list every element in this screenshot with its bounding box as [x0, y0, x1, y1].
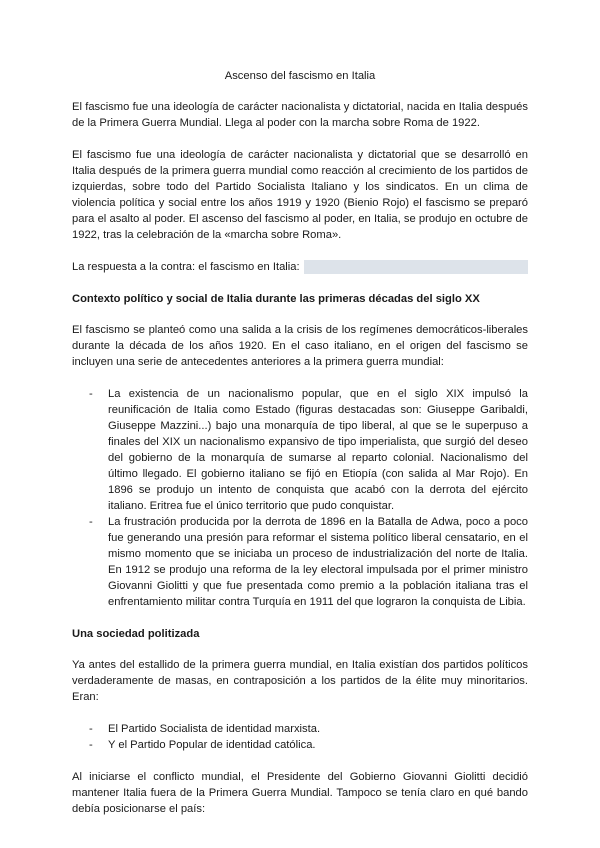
answer-input-box[interactable]: [304, 260, 528, 274]
list-item: - El Partido Socialista de identidad marxista.: [108, 721, 528, 737]
list-item: - Y el Partido Popular de identidad católica.: [108, 737, 528, 753]
context-paragraph: El fascismo fue una ideología de carácter nacionalista y dictatorial que se desarrolló en Italia después de la primera guerra mundial como reacción al crecimiento de los partidos de izquierdas, sobre todo del Partido Socialista Italiano y los sindicatos. En un clima de violencia política y social entre los años 1919 y 1920 (Bienio Rojo) el fascismo se preparó para el asalto al poder. El ascenso del fascismo al poder, en Italia, se produjo en octubre de 1922, tras la celebración de la «marcha sobre Roma».: [72, 149, 528, 241]
answer-line: [72, 259, 528, 275]
section-context-paragraph: El fascismo se planteó como una salida a la crisis de los regímenes democráticos-liberales durante la década de los años 1920. En el caso italiano, en el origen del fascismo se incluyen una serie de antecedentes anteriores a la primera guerra mundial:: [72, 324, 528, 368]
parties-list: [72, 721, 528, 753]
closing-paragraph: Al iniciarse el conflicto mundial, el Presidente del Gobierno Giovanni Giolitti decidió mantener Italia fuera de la Primera Guerra Mundial. Tampoco se tenía claro en qué bando debía posicionarse el país:: [72, 771, 528, 815]
section-heading-context: Contexto político y social de Italia durante las primeras décadas del siglo XX: [72, 293, 480, 305]
document-title: Ascenso del fascismo en Italia: [224, 70, 376, 82]
intro-paragraph: El fascismo fue una ideología de carácter nacionalista y dictatorial, nacida en Italia después de la Primera Guerra Mundial. Llega al poder con la marcha sobre Roma de 1922.: [72, 101, 528, 129]
section-society-paragraph: Ya antes del estallido de la primera guerra mundial, en Italia existían dos partidos políticos verdaderamente de masas, en contraposición a los partidos de la élite muy minoritarios. Eran:: [72, 659, 528, 703]
list-item: - La existencia de un nacionalismo popular, que en el siglo XIX impulsó la reunificación de Italia como Estado (figuras destacadas son: Giuseppe Garibaldi, Giuseppe Mazzini...) bajo una monarquía de tipo liberal, al que se le superpuso a finales del XIX un nacionalismo expansivo de tipo imperialista, que surgió del deseo del gobierno de la monarquía de sumarse al reparto colonial. Nacionalismo del último llegado. El gobierno italiano se fijó en Etiopía (con salida al Mar Rojo). En 1896 se produjo un intento de conquista que acabó con la derrota del ejército italiano. Eritrea fue el único territorio que pudo conquistar.: [108, 386, 528, 514]
list-item: - La frustración producida por la derrota de 1896 en la Batalla de Adwa, poco a poco fue generando una presión para reformar el sistema político liberal censatario, en el mismo momento que se iniciaba un proceso de industrialización del norte de Italia. En 1912 se produjo una reforma de la ley electoral impulsada por el primer ministro Giovanni Giolitti y que fue presentada como premio a la población italiana tras el enfrentamiento militar contra Turquía en 1911 del que lograron la conquista de Libia.: [108, 514, 528, 610]
antecedents-list: [72, 386, 528, 610]
answer-prompt: La respuesta a la contra: el fascismo en Italia:: [72, 261, 300, 273]
section-heading-society: Una sociedad politizada: [72, 628, 200, 640]
